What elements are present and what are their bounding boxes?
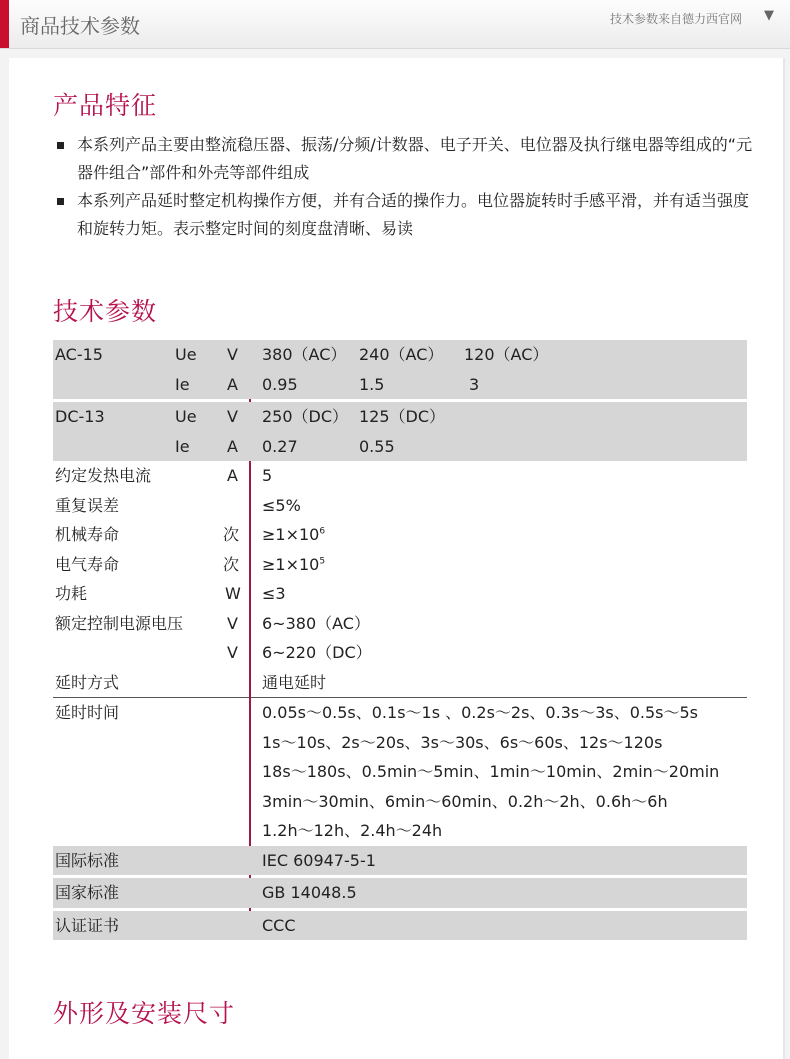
param-symbol: Ue [175, 345, 197, 364]
cell-value: 6~380（AC） [262, 613, 370, 633]
cell-value: GB 14048.5 [262, 883, 357, 902]
cell-value: 3min～30min、6min～60min、0.2h～2h、0.6h～6h [262, 791, 668, 811]
table-row [53, 550, 747, 580]
row-label: 额定控制电源电压 [55, 613, 184, 633]
cell-value: 18s～180s、0.5min～5min、1min～10min、2min～20min [262, 762, 720, 781]
table-row [53, 846, 747, 876]
unit: 次 [223, 525, 240, 544]
param-symbol: Ue [175, 407, 197, 426]
table-row [53, 370, 747, 400]
unit: A [227, 374, 238, 394]
feature-text: 本系列产品主要由整流稳压器、振荡/分频/计数器、电子开关、电位器及执行继电器等组成的“元器件组合”部件和外壳等部件组成 [77, 135, 753, 182]
cell-value: 1.5 [359, 374, 385, 394]
table-row [53, 816, 747, 846]
list-item [53, 131, 753, 187]
row-label: DC-13 [55, 407, 105, 426]
row-label: 国家标准 [55, 883, 120, 902]
unit: A [227, 436, 238, 456]
cell-value: 5 [262, 466, 273, 485]
row-label: 国际标准 [55, 850, 120, 870]
row-label: 延时方式 [55, 672, 120, 692]
header-accent-bar [0, 0, 9, 48]
row-label: 功耗 [55, 584, 88, 603]
unit: 次 [223, 554, 240, 574]
chevron-down-icon[interactable]: ▼ [764, 8, 774, 23]
header-title: 商品技术参数 [20, 14, 140, 38]
param-symbol: Ie [175, 374, 190, 394]
table-row [53, 911, 747, 941]
row-label: 约定发热电流 [55, 466, 152, 485]
cell-value: 380（AC） [262, 345, 347, 364]
table-row [53, 878, 747, 908]
table-row [53, 461, 747, 491]
row-label: 认证证书 [55, 915, 120, 935]
cell-value [262, 550, 325, 580]
cell-value: 0.55 [359, 436, 395, 456]
unit: V [227, 613, 238, 633]
cell-value: 通电延时 [262, 672, 327, 692]
table-row [53, 340, 747, 370]
row-label: 重复误差 [55, 495, 120, 515]
row-label: 延时时间 [55, 703, 120, 722]
value-base: ≥1×10 [262, 525, 320, 544]
cell-value: ≤5% [262, 495, 301, 515]
row-label: 电气寿命 [55, 554, 120, 574]
unit: V [227, 407, 238, 426]
feature-text: 本系列产品延时整定机构操作方便，并有合适的操作力。电位器旋转时手感平滑，并有适当强度和旋转力矩。表示整定时间的刻度盘清晰、易读 [77, 191, 750, 238]
unit: W [225, 584, 241, 603]
table-row [53, 579, 747, 609]
table-row [53, 668, 747, 698]
table-row [53, 638, 747, 668]
cell-value: IEC 60947-5-1 [262, 850, 376, 870]
table-row [53, 728, 747, 758]
cell-value: 6~220（DC） [262, 643, 372, 662]
cell-value: 1s～10s、2s～20s、3s～30s、6s～60s、12s～120s [262, 732, 663, 752]
cell-value: 0.05s～0.5s、0.1s～1s 、0.2s～2s、0.3s～3s、0.5s～5s [262, 703, 699, 722]
table-row [53, 491, 747, 521]
row-label: 机械寿命 [55, 525, 120, 544]
unit: A [227, 466, 238, 485]
exponent: 5 [319, 556, 326, 567]
cell-value: CCC [262, 915, 296, 935]
cell-value [262, 520, 325, 550]
table-row [53, 432, 747, 462]
cell-value: ≤3 [262, 584, 286, 603]
header-source-note: 技术参数来自德力西官网 [609, 12, 742, 26]
table-row [53, 787, 747, 817]
table-row [53, 402, 747, 432]
cell-value: 1.2h～12h、2.4h～24h [262, 821, 443, 840]
exponent: 6 [319, 526, 326, 537]
cell-value: 0.95 [262, 374, 298, 394]
features-list [53, 131, 753, 243]
row-label: AC-15 [55, 345, 103, 364]
cell-value: 125（DC） [359, 407, 446, 426]
table-row [53, 609, 747, 639]
table-row [53, 698, 747, 728]
bullet-square-icon [57, 142, 64, 149]
table-row [53, 520, 747, 550]
cell-value: 3 [469, 374, 480, 394]
features-title: 产品特征 [53, 91, 158, 120]
cell-value: 250（DC） [262, 407, 349, 426]
list-item [53, 187, 753, 243]
value-base: ≥1×10 [262, 554, 320, 574]
specs-title: 技术参数 [53, 297, 158, 326]
dimensions-title: 外形及安装尺寸 [53, 999, 236, 1028]
unit: V [227, 643, 238, 662]
cell-value: 120（AC） [464, 345, 549, 364]
cell-value: 0.27 [262, 436, 298, 456]
cell-value: 240（AC） [359, 345, 444, 364]
table-row [53, 757, 747, 787]
page-header [0, 0, 790, 49]
bullet-square-icon [57, 198, 64, 205]
spec-table [53, 340, 747, 940]
unit: V [227, 345, 238, 364]
content-panel [9, 58, 785, 1059]
param-symbol: Ie [175, 436, 190, 456]
